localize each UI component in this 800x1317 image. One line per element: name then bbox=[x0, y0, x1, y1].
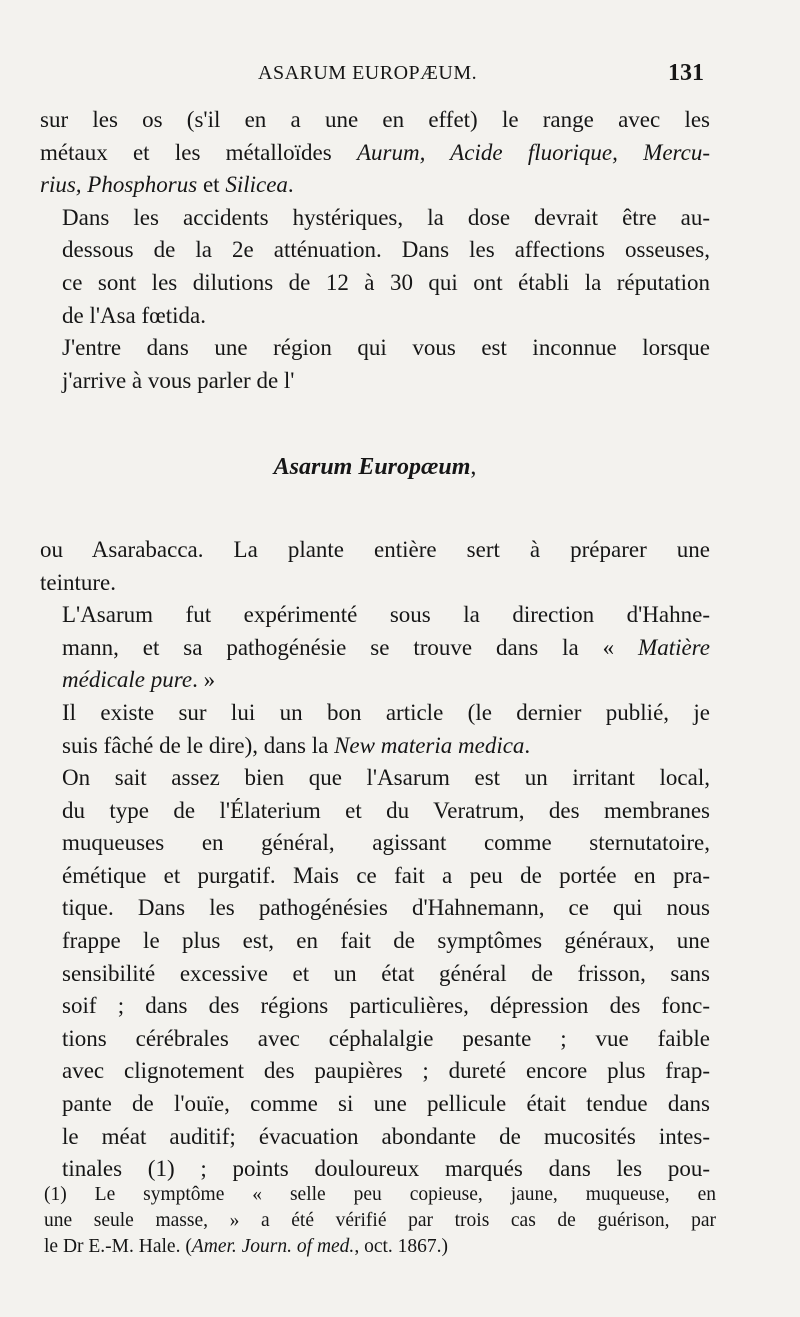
text-line: sur les os (s'il en a une en effet) le range avec les bbox=[40, 107, 710, 132]
text-line: Il existe sur lui un bon article (le dernier publié, je bbox=[62, 699, 710, 725]
remedy-name: Silicea bbox=[225, 172, 288, 198]
text-line: muqueuses en général, agissant comme sternutatoire, bbox=[62, 830, 710, 856]
remedy-list: rius, Phosphorus bbox=[40, 172, 198, 198]
text-line: métaux et les métalloïdes Aurum, Acide fluorique, Mercu- bbox=[40, 139, 710, 165]
paragraph-7 bbox=[40, 762, 710, 1186]
text-line: médicale pure. » bbox=[62, 667, 216, 693]
text-line: le méat auditif; évacuation abondante de mucosités intes- bbox=[62, 1123, 710, 1149]
text-line: tinales (1) ; points douloureux marqués dans les pou- bbox=[62, 1156, 710, 1182]
body-text bbox=[40, 104, 710, 1186]
page-header bbox=[0, 60, 800, 90]
paragraph-4 bbox=[40, 534, 710, 599]
section-heading: Asarum Europæum, bbox=[273, 454, 477, 481]
text-line: ou Asarabacca. La plante entière sert à préparer une bbox=[40, 536, 710, 562]
text-line: dessous de la 2e atténuation. Dans les affections osseuses, bbox=[62, 237, 710, 263]
book-title: médicale pure bbox=[62, 667, 193, 693]
text-line: J'entre dans une région qui vous est inconnue lorsque bbox=[62, 335, 710, 361]
text-line: sensibilité excessive et un état général de frisson, sans bbox=[62, 960, 710, 986]
paragraph-6 bbox=[40, 697, 710, 762]
text-line: On sait assez bien que l'Asarum est un irritant local, bbox=[62, 765, 710, 791]
text-line: mann, et sa pathogénésie se trouve dans la « Matière bbox=[62, 634, 710, 660]
text-line: émétique et purgatif. Mais ce fait a peu de portée en pra- bbox=[62, 862, 710, 888]
text-line: pante de l'ouïe, comme si une pellicule était tendue dans bbox=[62, 1091, 710, 1117]
footnote bbox=[44, 1182, 716, 1260]
footnote-line: (1) Le symptôme « selle peu copieuse, jaune, muqueuse, en bbox=[44, 1184, 716, 1205]
paragraph-2 bbox=[40, 202, 710, 332]
text-line: ce sont les dilutions de 12 à 30 qui ont établi la réputation bbox=[62, 269, 710, 295]
page-number: 131 bbox=[668, 60, 704, 86]
paragraph-1 bbox=[40, 104, 710, 202]
book-title: New materia medica bbox=[334, 732, 525, 758]
text-line: de l'Asa fœtida. bbox=[62, 302, 207, 328]
text-line: du type de l'Élaterium et du Veratrum, des membranes bbox=[62, 797, 710, 823]
journal-title: Amer. Journ. of med. bbox=[191, 1236, 355, 1257]
text-line: teinture. bbox=[40, 569, 116, 595]
footnote-line: le Dr E.-M. Hale. (Amer. Journ. of med., oct. 1867.) bbox=[44, 1236, 449, 1257]
text-line: tions cérébrales avec céphalalgie pesante ; vue faible bbox=[62, 1025, 710, 1051]
text-line: Dans les accidents hystériques, la dose devrait être au- bbox=[62, 204, 710, 230]
footnote-line: une seule masse, » a été vérifié par trois cas de guérison, par bbox=[44, 1210, 716, 1231]
text-line: j'arrive à vous parler de l' bbox=[62, 367, 295, 393]
paragraph-3 bbox=[40, 332, 710, 397]
text-line: rius, Phosphorus et Silicea. bbox=[40, 172, 294, 198]
text-line: frappe le plus est, en fait de symptômes généraux, une bbox=[62, 928, 710, 954]
paragraph-5 bbox=[40, 599, 710, 697]
text-line: tique. Dans les pathogénésies d'Hahnemann, ce qui nous bbox=[62, 895, 710, 921]
text-line: suis fâché de le dire), dans la New materia medica. bbox=[62, 732, 531, 758]
running-head: ASARUM EUROPÆUM. bbox=[258, 62, 478, 84]
book-title: Matière bbox=[638, 634, 710, 660]
text-line: soif ; dans des régions particulières, dépression des fonc- bbox=[62, 993, 710, 1019]
text-line: L'Asarum fut expérimenté sous la direction d'Hahne- bbox=[62, 602, 710, 628]
remedy-list: Aurum, Acide fluorique, Mercu- bbox=[356, 139, 710, 165]
text-line: avec clignotement des paupières ; dureté encore plus frap- bbox=[62, 1058, 710, 1084]
